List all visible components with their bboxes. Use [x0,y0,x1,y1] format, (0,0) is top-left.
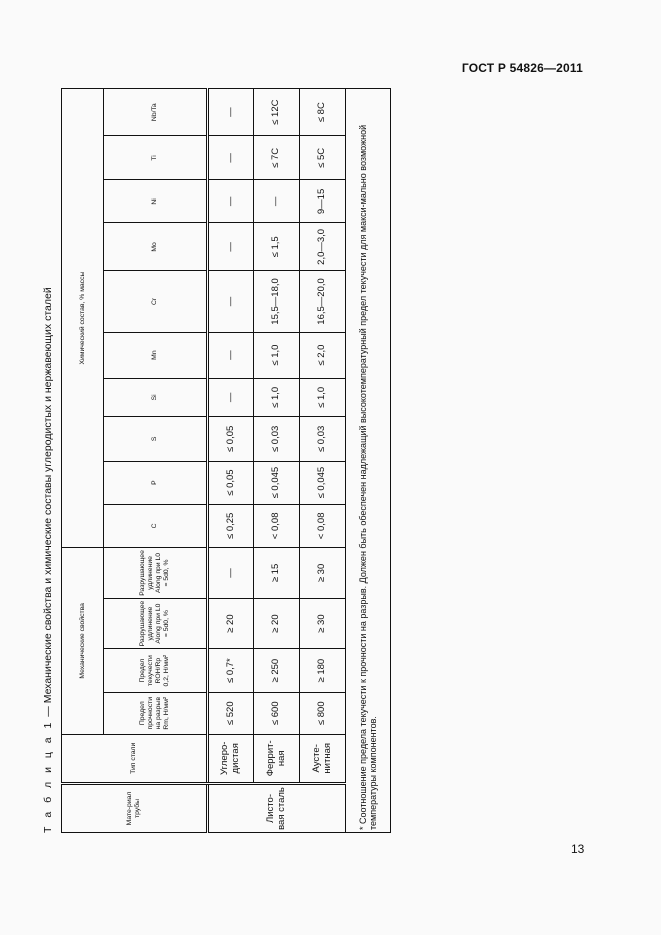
cell: ≤ 1,0 [254,332,300,378]
table-row-austenitic [300,89,346,833]
cell: ≤ 0,25 [208,504,254,548]
table-row-ferritic [254,89,300,833]
cell: ≤ 8C [300,89,346,136]
steel-type: Углеро-дистая [208,734,254,783]
header-nb-ta: Nb/Ta [104,89,208,136]
rotated-table-block [36,88,396,833]
cell: ≤ 0,7* [208,649,254,692]
cell: ≤ 1,0 [300,378,346,417]
cell: ≤ 520 [208,692,254,734]
cell: ≥ 20 [254,598,300,649]
cell: ≤ 0,03 [254,417,300,461]
cell: — [208,180,254,223]
cell: ≤ 0,05 [208,461,254,504]
cell: — [208,548,254,599]
header-si: Si [104,378,208,417]
cell: ≤ 0,045 [254,461,300,504]
steel-properties-table [61,88,391,833]
cell: — [208,271,254,332]
cell: ≤ 7C [254,136,300,180]
steel-type: Аусте-нитная [300,734,346,783]
cell: — [208,136,254,180]
table-caption-label: Т а б л и ц а 1 [42,719,54,833]
cell: ≥ 15 [254,548,300,599]
header-yield-strength: Предел текучести ROH/Rp 0,2, Н/мм² [104,649,208,692]
cell: 15,5—18,0 [254,271,300,332]
header-mo: Mo [104,223,208,271]
cell: ≤ 5C [300,136,346,180]
cell: 9—15 [300,180,346,223]
table-caption-text: — Механические свойства и химические составы углеродистых и нержавеющих сталей [42,287,54,720]
cell: ≥ 180 [300,649,346,692]
cell: ≤ 0,03 [300,417,346,461]
header-p: P [104,461,208,504]
cell: ≤ 12C [254,89,300,136]
cell: ≤ 0,045 [300,461,346,504]
table-footnote: * Соотношение предела текучести к прочности на разрыв. Должен быть обеспечен надлежащий высокотемпературный предел текучести для макси-мально возможной температуры компонентов. [346,89,391,833]
header-steel-type: Тип стали [62,734,208,783]
cell: ≤ 2,0 [300,332,346,378]
cell: ≥ 30 [300,598,346,649]
header-mechanical-properties: Механические свойства [62,548,104,734]
cell: ≤ 800 [300,692,346,734]
cell: ≤ 1,5 [254,223,300,271]
header-ni: Ni [104,180,208,223]
cell: — [254,180,300,223]
cell: < 0,08 [300,504,346,548]
header-c: C [104,504,208,548]
header-mn: Mn [104,332,208,378]
material-sheet-steel: Листо-вая сталь [208,784,346,833]
cell: ≥ 250 [254,649,300,692]
steel-type: Феррит-ная [254,734,300,783]
header-material: Мате-риал трубы [62,784,208,833]
cell: 16,5—20,0 [300,271,346,332]
table-row-carbon [208,89,254,833]
page-number: 13 [571,842,585,856]
header-elongation-along: Разрушающее удлинение Along при L0 = 5d0, % [104,598,208,649]
cell: ≤ 1,0 [254,378,300,417]
cell: < 0,08 [254,504,300,548]
header-tensile-strength: Предел прочности на разрыв Rm, Н/мм² [104,692,208,734]
header-cr: Cr [104,271,208,332]
cell: ≤ 600 [254,692,300,734]
header-chemical-composition: Химический состав, % массы [62,89,104,548]
cell: 2,0—3,0 [300,223,346,271]
cell: — [208,223,254,271]
cell: ≥ 20 [208,598,254,649]
cell: — [208,89,254,136]
cell: — [208,332,254,378]
document-standard-number: ГОСТ Р 54826—2011 [461,61,583,75]
cell: — [208,378,254,417]
header-s: S [104,417,208,461]
cell: ≥ 30 [300,548,346,599]
header-ti: Ti [104,136,208,180]
cell: ≤ 0,05 [208,417,254,461]
header-elongation-across: Разрушающее удлинение Along при L0 = 5d0, % [104,548,208,599]
table-caption [42,287,54,833]
